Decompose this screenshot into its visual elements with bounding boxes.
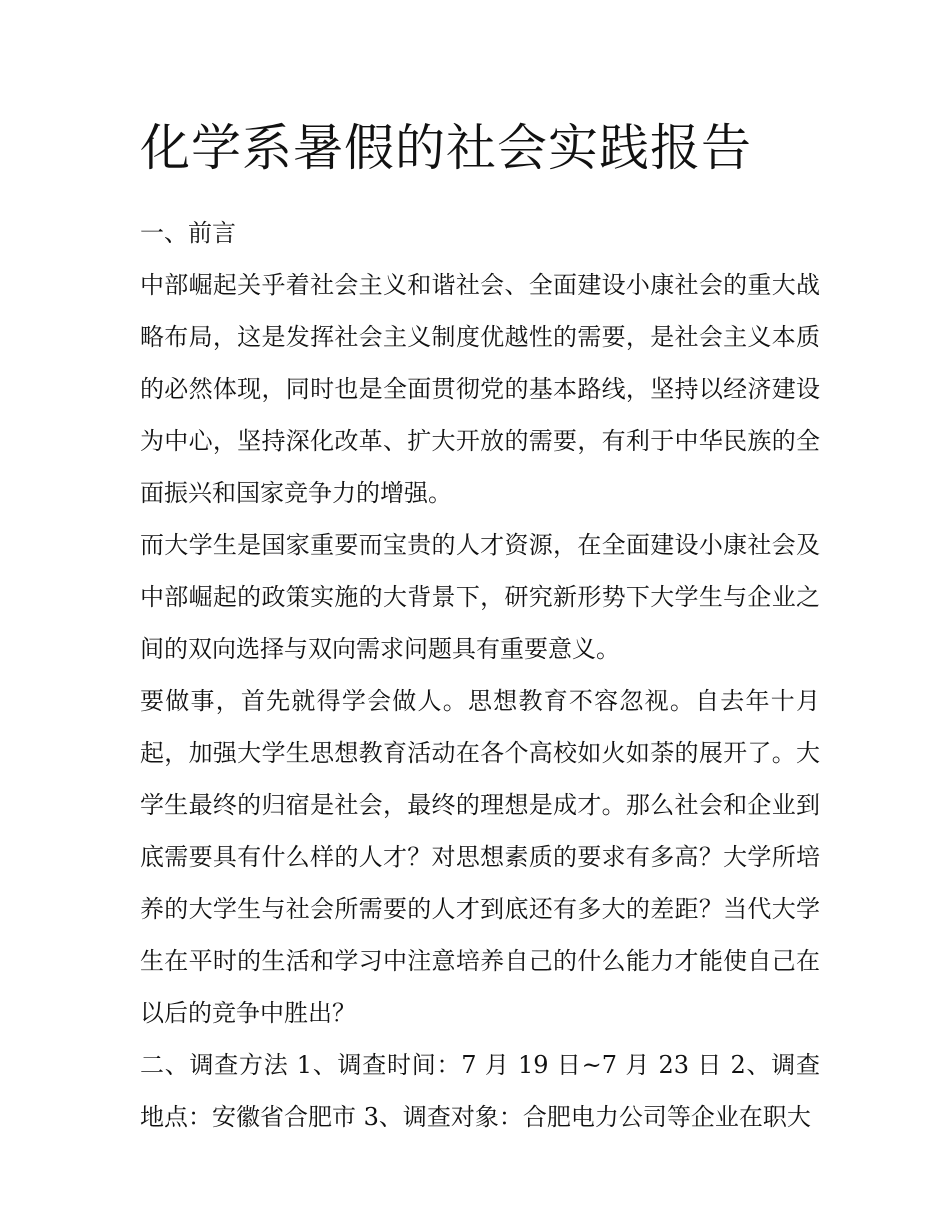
- document-title: 化学系暑假的社会实践报告: [140, 119, 752, 177]
- document-body: [140, 115, 820, 1143]
- paragraph-survey-method: 二、调查方法 1、调查时间：7 月 19 日~7 月 23 日 2、调查地点：安徽省合肥市 3、调查对象：合肥电力公司等企业在职大: [140, 1051, 820, 1131]
- section-heading-preface: 一、前言: [140, 219, 236, 247]
- paragraph-central-rise: 中部崛起关乎着社会主义和谐社会、全面建设小康社会的重大战略布局，这是发挥社会主义制度优越性的需要，是社会主义本质的必然体现，同时也是全面贯彻党的基本路线，坚持以经济建设为中心，坚持深化改革、扩大开放的需要，有利于中华民族的全面振兴和国家竞争力的增强。: [140, 271, 820, 507]
- paragraph-college-students: 而大学生是国家重要而宝贵的人才资源，在全面建设小康社会及中部崛起的政策实施的大背景下，研究新形势下大学生与企业之间的双向选择与双向需求问题具有重要意义。: [140, 531, 820, 663]
- paragraph-ideological-education: 要做事，首先就得学会做人。思想教育不容忽视。自去年十月起，加强大学生思想教育活动在各个高校如火如荼的展开了。大学生最终的归宿是社会，最终的理想是成才。那么社会和企业到底需要具有什么样的人才？对思想素质的要求有多高？大学所培养的大学生与社会所需要的人才到底还有多大的差距？当代大学生在平时的生活和学习中注意培养自己的什么能力才能使自己在以后的竞争中胜出？: [140, 687, 820, 1027]
